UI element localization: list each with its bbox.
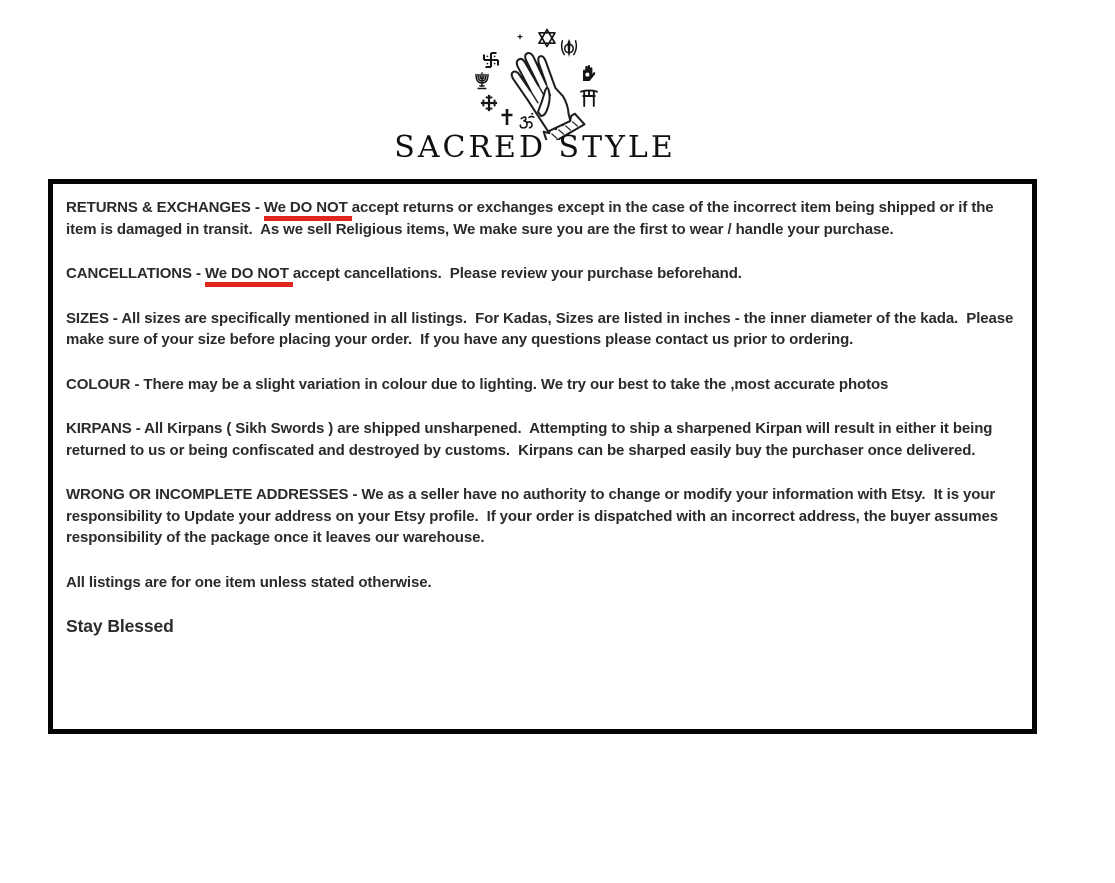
cross-crosslet-icon	[479, 93, 499, 113]
policy-paragraph-single-item-note: All listings are for one item unless stated otherwise.	[66, 573, 432, 591]
logo	[394, 22, 676, 172]
policy-paragraph-returns-exchanges	[66, 197, 1022, 240]
policy-paragraph-colour: COLOUR - There may be a slight variation in colour due to lighting. We try our best to take the ,most accurate photos	[66, 375, 889, 393]
policy-paragraph-sizes: SIZES - All sizes are specifically mentioned in all listings. For Kadas, Sizes are listed in inches - the inner diameter of the kada. Please make sure of your size before placing your order. If you have any questions please contact us prior to ordering.	[66, 309, 1018, 348]
star-of-david-icon	[537, 28, 557, 48]
brand-title: SACRED STYLE	[394, 130, 676, 165]
paragraph-body: accept returns or exchanges except in the case of the incorrect item being shipped or if the item is damaged in transit. As we sell Religious items, We make sure you are the first to wear / handle your purchase.	[66, 199, 998, 238]
red-underlined-text: We DO NOT	[205, 265, 293, 287]
policy-signoff: Stay Blessed	[66, 616, 174, 636]
torii-gate-icon	[579, 87, 599, 107]
om-icon	[517, 112, 537, 132]
policy-paragraph-cancellations	[66, 263, 1022, 285]
paragraph-body: accept cancellations. Please review your purchase beforehand.	[292, 265, 742, 282]
ahimsa-hand-icon	[577, 62, 597, 82]
crescent-and-star-icon	[505, 27, 525, 47]
policy-paragraph-addresses: WRONG OR INCOMPLETE ADDRESSES - We as a seller have no authority to change or modify your information with Etsy. It is your responsibility to Update your address on your Etsy profile. If your order is dispatched with an incorrect address, the buyer assumes responsibility of the package once it leaves our warehouse.	[66, 486, 1003, 546]
policy-paragraph-kirpans: KIRPANS - All Kirpans ( Sikh Swords ) are shipped unsharpened. Attempting to ship a sharpened Kirpan will result in either it being returned to us or being confiscated and destroyed by customs. Kirpans can be sharped easily buy the purchaser once delivered.	[66, 420, 997, 459]
policy-text	[66, 197, 1022, 661]
paragraph-prefix: CANCELLATIONS -	[66, 265, 205, 282]
paragraph-prefix: RETURNS & EXCHANGES -	[66, 199, 264, 216]
latin-cross-icon	[497, 107, 517, 127]
policy-box	[48, 179, 1037, 734]
swastika-icon	[481, 50, 501, 70]
red-underlined-text: We DO NOT	[264, 199, 352, 221]
menorah-icon	[472, 70, 492, 90]
khanda-icon	[559, 38, 579, 58]
